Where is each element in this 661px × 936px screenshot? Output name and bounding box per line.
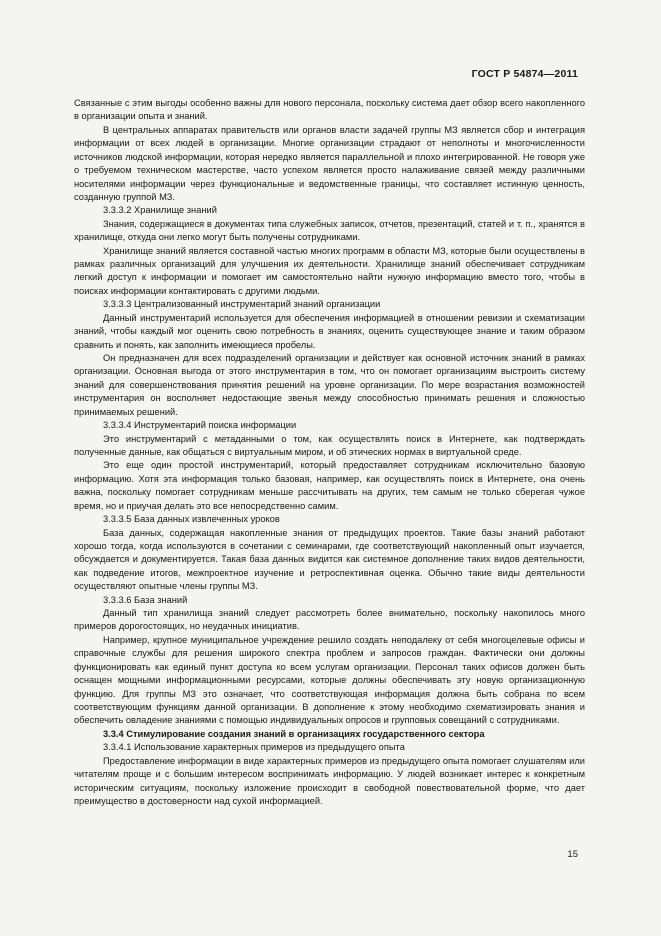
section-heading: 3.3.3.6 База знаний	[103, 594, 188, 605]
paragraph: Предоставление информации в виде характерных примеров из предыдущего опыта помогает слушателям или читателям проще и с большим интересом воспринимать информацию. У людей возникает интерес к конкретным историческим ситуациям, поскольку изложение происходит в свободной повествовательной форме, что дает преимущество в достоверности над сухой информацией.	[74, 755, 585, 806]
section-heading: 3.3.4 Стимулирование создания знаний в организациях государственного сектора	[103, 728, 485, 739]
paragraph: Данный инструментарий используется для обеспечения информацией в отношении ревизии и схематизации знаний, чтобы каждый мог оценить свою потребность в знаниях, оценить существующее знание и таким образом сравнить и понять, как заполнить имеющиеся пробелы.	[74, 312, 585, 350]
paragraph: Это еще один простой инструментарий, который предоставляет сотрудникам исключительно базовую информацию. Хотя эта информация только базовая, например, как осуществлять поиск в Интернете, она очень важна, поскольку помогает сотрудникам меньше рассчитывать на других, тем самым не только сберегая чужое время, но и приучая делать это все непосредственно самим.	[74, 460, 585, 511]
paragraph: Знания, содержащиеся в документах типа служебных записок, отчетов, презентаций, статей и т. п., хранятся в хранилище, откуда они легко могут быть получены сотрудниками.	[74, 218, 585, 243]
section-heading: 3.3.3.5 База данных извлеченных уроков	[103, 514, 280, 525]
paragraph: В центральных аппаратах правительств или органов власти задачей группы МЗ является сбор и интеграция информации от всех людей в организации. Многие организации страдают от неполноты и многочисленности источников людской информации, которая нередко является параллельной и плохо интегрированной. Не говоря уже о требуемом техническом мастерстве, часто успехом является просто налаживание связей между различными носителями информации через функциональные и ведомственные границы, что составляет истинную ценность, созданную группой МЗ.	[74, 124, 585, 202]
section-heading: 3.3.3.2 Хранилище знаний	[103, 205, 217, 216]
standard-header: ГОСТ Р 54874—2011	[471, 68, 578, 80]
paragraph: Хранилище знаний является составной частью многих программ в области МЗ, которые были осуществлены в рамках различных организаций для улучшения их деятельности. Хранилище знаний обеспечивает сотрудникам легкий доступ к информации и помогает им самостоятельно найти нужную информацию вместо того, чтобы в поисках информации контактировать с другими людьми.	[74, 245, 585, 296]
section-heading: 3.3.3.4 Инструментарий поиска информации	[103, 420, 297, 431]
paragraph: База данных, содержащая накопленные знания от предыдущих проектов. Такие базы знаний работают хорошо тогда, когда используются в сочетании с семинарами, где соответствующий накопленный опыт изучается, обсуждается и документируется. Такая база данных видится как системное дополнение таких видов деятельности, как подведение итогов, межпроектное изучение и ретроспективная оценка. Обычно такие виды деятельности осуществляют опытные члены группы МЗ.	[74, 527, 585, 592]
section-heading: 3.3.4.1 Использование характерных примеров из предыдущего опыта	[103, 742, 405, 753]
paragraph: Это инструментарий с метаданными о том, как осуществлять поиск в Интернете, как подтверждать полученные данные, как общаться с виртуальным миром, и об этических нормах в виртуальной среде.	[74, 433, 585, 457]
paragraph: Связанные с этим выгоды особенно важны для нового персонала, поскольку система дает обзор всего накопленного в организации опыта и знаний.	[74, 98, 585, 122]
paragraph: Он предназначен для всех подразделений организации и действует как основной источник знаний в рамках организации. Основная выгода от этого инструментария в том, что он помогает организациям выстроить систему знаний для совершенствования принятия решений на уровне организации. По мере возрастания возможностей инструментария он восполняет недостающие звенья между способностью принимать решения и сложностью принимаемых решений.	[74, 353, 585, 417]
paragraph: Например, крупное муниципальное учреждение решило создать неподалеку от себя многоцелевые офисы и справочные службы для решения широкого спектра проблем и запросов граждан. Фактически они должны функционировать как единый пункт доступа ко всем услугам организации. Персонал таких офисов должен быть оснащен мощными информационными ресурсами, которые должны обеспечивать эту новую организационную функцию. Для группы МЗ это означает, что соответствующая информация должна быть собрана по всем соответствующим функциям данной организации. В дополнение к этому необходимо схематизировать знания и обеспечить овладение знаниями с помощью индивидуальных опросов и групповых совещаний с сотрудниками.	[74, 634, 585, 726]
document-body	[74, 97, 585, 808]
page-number: 15	[567, 849, 578, 860]
paragraph: Данный тип хранилища знаний следует рассмотреть более внимательно, поскольку накопилось много примеров дорогостоящих, но неудачных инициатив.	[74, 608, 585, 632]
section-heading: 3.3.3.3 Централизованный инструментарий знаний организации	[103, 299, 381, 310]
